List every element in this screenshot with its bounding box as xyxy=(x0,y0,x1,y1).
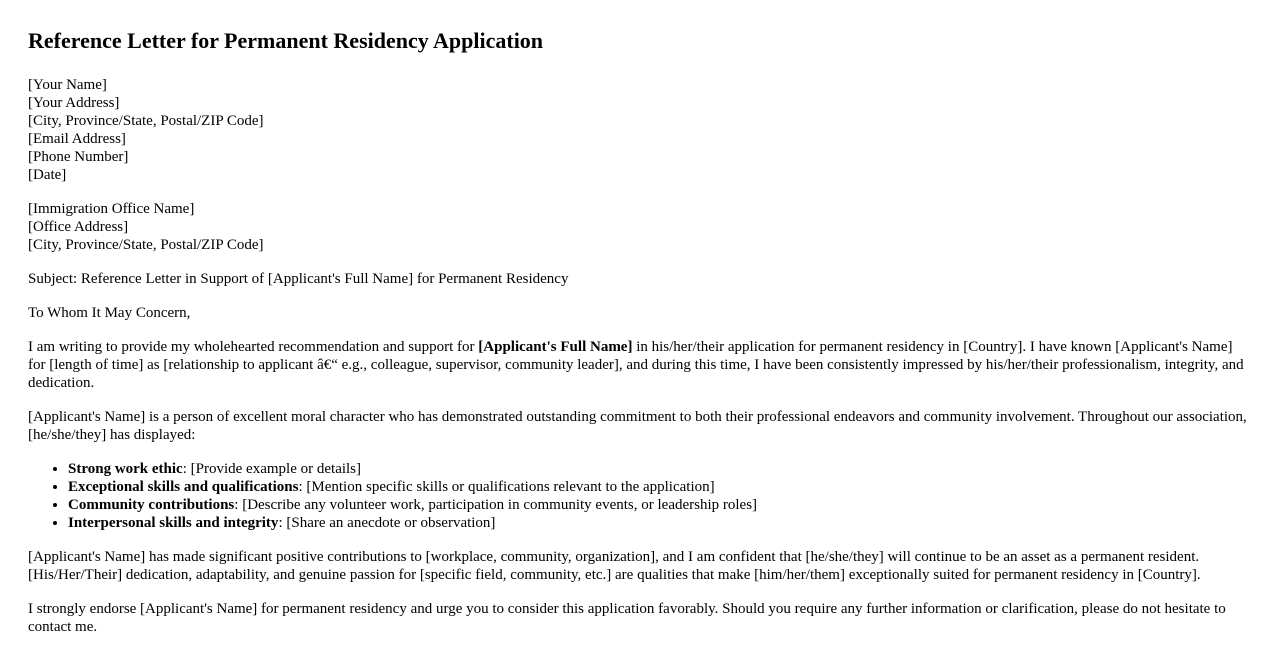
contributions-paragraph: [Applicant's Name] has made significant positive contributions to [workplace, community, organization], and I am confident that [he/she/they] will continue to be an asset as a permanent resident. [His/Her/Their] dedication, adaptability, and genuine passion for [specific field, community, etc.] are qualities that make [him/her/them] exceptionally suited for permanent residency in [Country]. xyxy=(28,549,1201,583)
salutation: To Whom It May Concern, xyxy=(28,305,191,321)
sender-name: [Your Name] xyxy=(28,77,107,93)
quality-text: : [Share an anecdote or observation] xyxy=(278,515,496,531)
qualities-list xyxy=(28,460,1250,532)
sender-address: [Your Address] xyxy=(28,95,120,111)
list-item xyxy=(68,478,1250,496)
applicant-full-name: [Applicant's Full Name] xyxy=(478,339,633,355)
quality-text: : [Mention specific skills or qualifications relevant to the application] xyxy=(298,479,715,495)
quality-label: Interpersonal skills and integrity xyxy=(68,515,279,531)
endorsement-paragraph: I strongly endorse [Applicant's Name] for permanent residency and urge you to consider this application favorably. Should you require any further information or clarification, please do not hesitate to contact me. xyxy=(28,601,1226,635)
sender-city: [City, Province/State, Postal/ZIP Code] xyxy=(28,113,264,129)
recipient-office-name: [Immigration Office Name] xyxy=(28,201,195,217)
quality-label: Community contributions xyxy=(68,497,235,513)
intro-text-before: I am writing to provide my wholehearted recommendation and support for xyxy=(28,339,479,355)
letter-date: [Date] xyxy=(28,167,67,183)
quality-text: : [Provide example or details] xyxy=(182,461,362,477)
quality-label: Strong work ethic xyxy=(68,461,183,477)
recipient-office-address: [Office Address] xyxy=(28,219,129,235)
list-item xyxy=(68,514,1250,532)
sender-phone: [Phone Number] xyxy=(28,149,129,165)
subject-line: Subject: Reference Letter in Support of [Applicant's Full Name] for Permanent Residency xyxy=(28,271,569,287)
list-item xyxy=(68,496,1250,514)
list-item xyxy=(68,460,1250,478)
page-title: Reference Letter for Permanent Residency Application xyxy=(28,28,544,53)
sender-email: [Email Address] xyxy=(28,131,126,147)
recipient-block xyxy=(28,200,1250,254)
recipient-city: [City, Province/State, Postal/ZIP Code] xyxy=(28,237,264,253)
intro-text-after: in his/her/their application for permanent residency in [Country]. I have known [Applicant's Name] for [length of time] as [relationship to applicant â€“ e.g., colleague, supervisor, community leader], and during this time, I have been consistently impressed by his/her/their professionalism, integrity, and dedication. xyxy=(28,339,1244,391)
sender-block xyxy=(28,76,1250,184)
intro-paragraph xyxy=(28,338,1250,392)
character-paragraph: [Applicant's Name] is a person of excellent moral character who has demonstrated outstanding commitment to both their professional endeavors and community involvement. Throughout our association, [he/she/they] has displayed: xyxy=(28,409,1247,443)
quality-label: Exceptional skills and qualifications xyxy=(68,479,299,495)
quality-text: : [Describe any volunteer work, participation in community events, or leadership roles] xyxy=(234,497,758,513)
